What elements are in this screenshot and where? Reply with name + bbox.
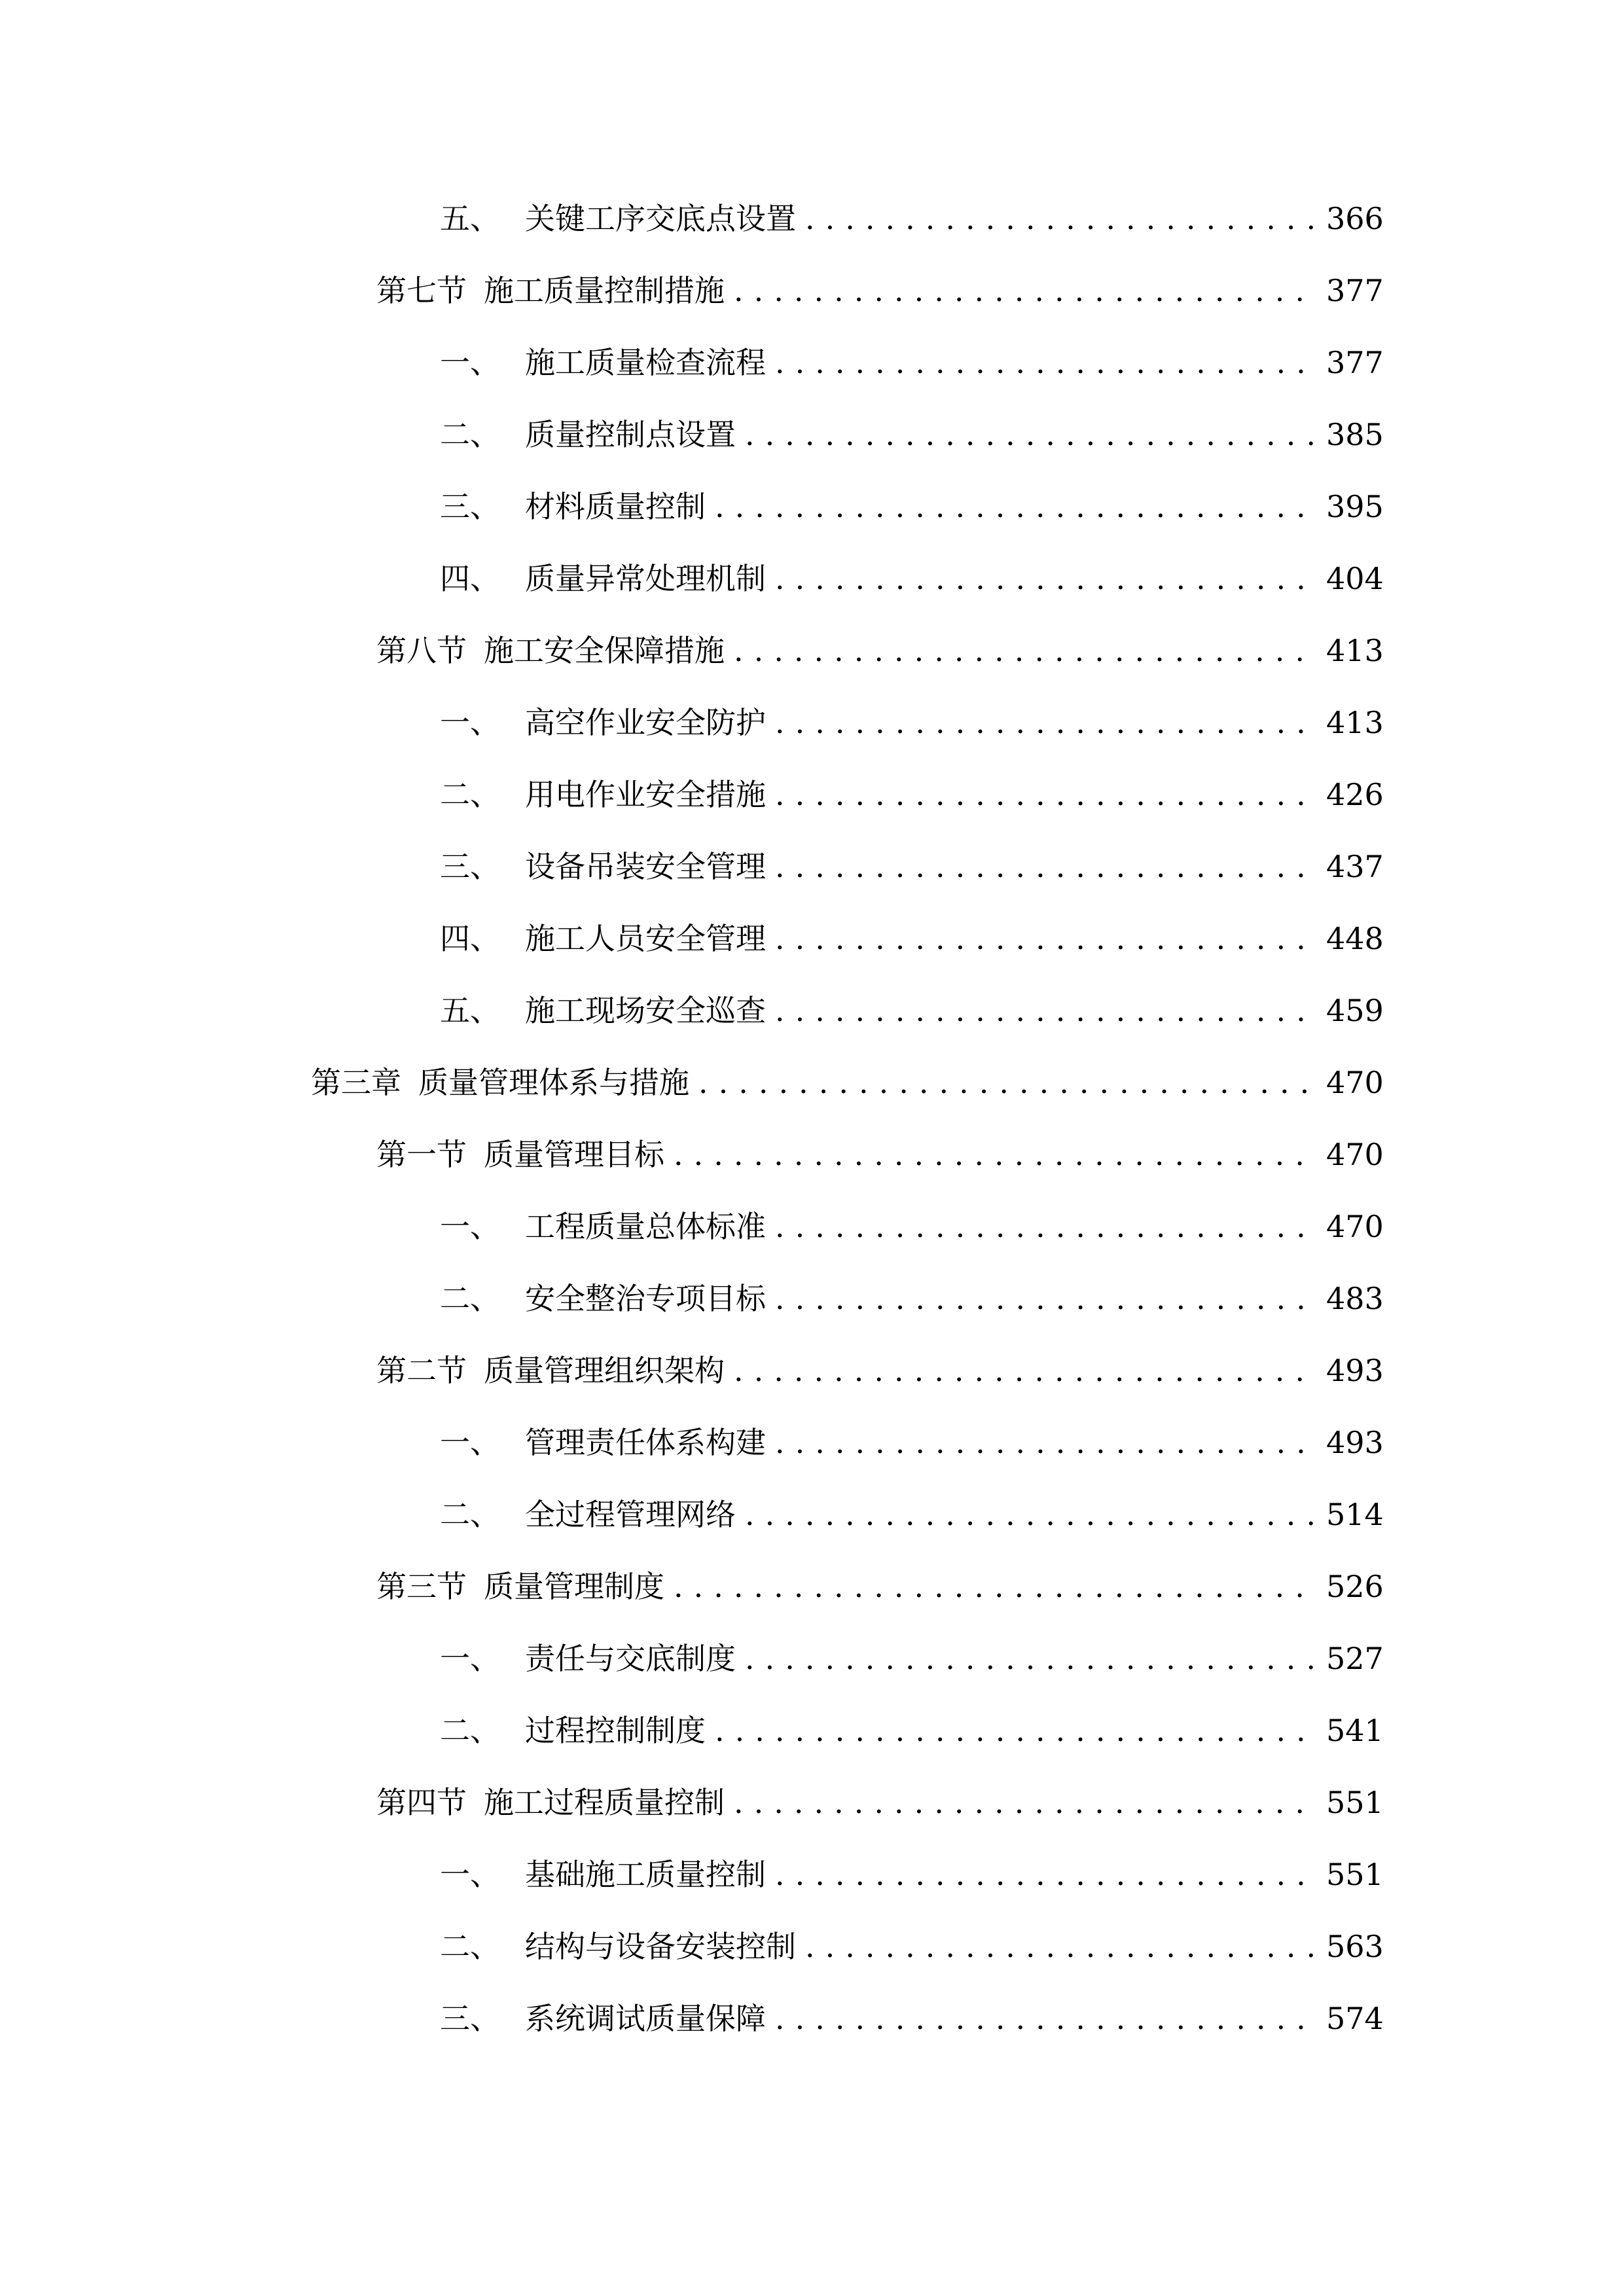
toc-entry[interactable] xyxy=(440,1198,1384,1255)
toc-entry[interactable] xyxy=(440,1486,1384,1543)
dot-leader xyxy=(775,334,1317,391)
dot-leader xyxy=(715,478,1317,535)
toc-entry-page: 470 xyxy=(1326,1137,1384,1172)
toc-entry-page: 574 xyxy=(1326,2001,1384,2036)
toc-entry-number: 一、 xyxy=(440,1209,500,1244)
toc-entry-page: 377 xyxy=(1326,345,1384,380)
dot-leader xyxy=(775,1846,1317,1903)
toc-entry[interactable] xyxy=(311,1054,1384,1111)
toc-entry-page: 470 xyxy=(1326,1065,1384,1100)
toc-entry-page: 413 xyxy=(1326,705,1384,740)
toc-entry-title: 施工人员安全管理 xyxy=(525,921,766,956)
toc-entry[interactable] xyxy=(440,1414,1384,1471)
toc-entry-title: 管理责任体系构建 xyxy=(525,1425,766,1460)
toc-entry-number: 三、 xyxy=(440,489,500,524)
dot-leader xyxy=(775,766,1317,823)
dot-leader xyxy=(734,262,1317,319)
toc-entry-number: 二、 xyxy=(440,1281,500,1316)
toc-entry-page: 448 xyxy=(1326,921,1384,956)
toc-entry-page: 493 xyxy=(1326,1425,1384,1460)
toc-entry[interactable] xyxy=(440,190,1384,247)
toc-entry-title: 施工过程质量控制 xyxy=(484,1785,725,1820)
dot-leader xyxy=(698,1054,1317,1111)
toc-entry-page: 493 xyxy=(1326,1353,1384,1388)
toc-entry-page: 483 xyxy=(1326,1281,1384,1316)
toc-entry-page: 459 xyxy=(1326,993,1384,1028)
toc-entry-title: 施工质量检查流程 xyxy=(525,345,766,380)
toc-entry-title: 施工安全保障措施 xyxy=(484,633,725,668)
toc-entry[interactable] xyxy=(376,622,1384,679)
toc-entry-number: 五、 xyxy=(440,993,500,1028)
toc-entry[interactable] xyxy=(440,1918,1384,1975)
toc-entry-title: 质量管理制度 xyxy=(484,1569,664,1604)
toc-entry-number: 一、 xyxy=(440,345,500,380)
toc-entry-number: 第三章 xyxy=(311,1065,401,1100)
toc-entry-title: 基础施工质量控制 xyxy=(525,1857,766,1892)
toc-entry-title: 责任与交底制度 xyxy=(525,1641,736,1676)
dot-leader xyxy=(775,1990,1317,2047)
toc-entry-number: 第四节 xyxy=(376,1785,467,1820)
toc-entry[interactable] xyxy=(440,1270,1384,1327)
toc-entry-page: 404 xyxy=(1326,561,1384,596)
toc-entry-number: 三、 xyxy=(440,849,500,884)
toc-entry-page: 413 xyxy=(1326,633,1384,668)
dot-leader xyxy=(775,1414,1317,1471)
toc-entry-number: 一、 xyxy=(440,1857,500,1892)
toc-entry-title: 质量管理组织架构 xyxy=(484,1353,725,1388)
dot-leader xyxy=(775,694,1317,751)
toc-entry-title: 结构与设备安装控制 xyxy=(525,1929,796,1964)
toc-entry-title: 质量管理体系与措施 xyxy=(418,1065,689,1100)
toc-entry[interactable] xyxy=(376,1126,1384,1183)
dot-leader xyxy=(715,1702,1317,1759)
toc-entry-title: 施工质量控制措施 xyxy=(484,273,725,308)
toc-entry-title: 工程质量总体标准 xyxy=(525,1209,766,1244)
toc-entry-title: 质量异常处理机制 xyxy=(525,561,766,596)
dot-leader xyxy=(745,406,1317,463)
toc-entry-number: 一、 xyxy=(440,1425,500,1460)
toc-entry-number: 五、 xyxy=(440,201,500,236)
toc-entry[interactable] xyxy=(376,1774,1384,1831)
toc-entry-number: 二、 xyxy=(440,1929,500,1964)
toc-entry-page: 470 xyxy=(1326,1209,1384,1244)
toc-entry-number: 四、 xyxy=(440,921,500,956)
toc-entry[interactable] xyxy=(440,766,1384,823)
toc-entry[interactable] xyxy=(440,406,1384,463)
toc-entry-page: 526 xyxy=(1326,1569,1384,1604)
toc-entry[interactable] xyxy=(440,334,1384,391)
toc-entry-page: 551 xyxy=(1326,1785,1384,1820)
toc-entry-number: 第七节 xyxy=(376,273,467,308)
toc-entry-page: 563 xyxy=(1326,1929,1384,1964)
toc-entry[interactable] xyxy=(440,838,1384,895)
toc-entry-number: 第三节 xyxy=(376,1569,467,1604)
toc-entry-number: 第八节 xyxy=(376,633,467,668)
toc-entry-title: 高空作业安全防护 xyxy=(525,705,766,740)
toc-entry-title: 设备吊装安全管理 xyxy=(525,849,766,884)
toc-entry-title: 过程控制制度 xyxy=(525,1713,706,1748)
toc-entry-title: 安全整治专项目标 xyxy=(525,1281,766,1316)
toc-entry-number: 第二节 xyxy=(376,1353,467,1388)
toc-entry-number: 第一节 xyxy=(376,1137,467,1172)
toc-entry-page: 385 xyxy=(1326,417,1384,452)
dot-leader xyxy=(734,1342,1317,1399)
dot-leader xyxy=(745,1630,1317,1687)
toc-entry-title: 质量控制点设置 xyxy=(525,417,736,452)
dot-leader xyxy=(775,1270,1317,1327)
toc-entry-page: 395 xyxy=(1326,489,1384,524)
toc-entry-page: 551 xyxy=(1326,1857,1384,1892)
toc-entry-number: 二、 xyxy=(440,1497,500,1532)
toc-entry-number: 二、 xyxy=(440,777,500,812)
dot-leader xyxy=(805,190,1317,247)
toc-entry-title: 施工现场安全巡查 xyxy=(525,993,766,1028)
dot-leader xyxy=(775,982,1317,1039)
toc-entry-number: 二、 xyxy=(440,1713,500,1748)
dot-leader xyxy=(775,1198,1317,1255)
toc-entry-page: 514 xyxy=(1326,1497,1384,1532)
dot-leader xyxy=(734,622,1317,679)
toc-entry[interactable] xyxy=(376,262,1384,319)
toc-entry-page: 541 xyxy=(1326,1713,1384,1748)
toc-entry[interactable] xyxy=(440,1846,1384,1903)
dot-leader xyxy=(775,550,1317,607)
toc-entry-number: 四、 xyxy=(440,561,500,596)
dot-leader xyxy=(674,1126,1317,1183)
toc-entry[interactable] xyxy=(376,1558,1384,1615)
toc-entry-page: 377 xyxy=(1326,273,1384,308)
toc-entry-page: 366 xyxy=(1326,201,1384,236)
toc-entry[interactable] xyxy=(440,1990,1384,2047)
toc-entry-page: 426 xyxy=(1326,777,1384,812)
toc-entry-title: 全过程管理网络 xyxy=(525,1497,736,1532)
dot-leader xyxy=(745,1486,1317,1543)
toc-entry[interactable] xyxy=(440,910,1384,967)
toc-entry-number: 三、 xyxy=(440,2001,500,2036)
toc-entry-title: 材料质量控制 xyxy=(525,489,706,524)
dot-leader xyxy=(775,838,1317,895)
toc-entry[interactable] xyxy=(440,1630,1384,1687)
toc-entry-title: 系统调试质量保障 xyxy=(525,2001,766,2036)
dot-leader xyxy=(775,910,1317,967)
dot-leader xyxy=(805,1918,1317,1975)
toc-entry[interactable] xyxy=(440,550,1384,607)
toc-entry[interactable] xyxy=(440,478,1384,535)
toc-entry-page: 527 xyxy=(1326,1641,1384,1676)
toc-entry-title: 质量管理目标 xyxy=(484,1137,664,1172)
toc-entry[interactable] xyxy=(440,982,1384,1039)
dot-leader xyxy=(734,1774,1317,1831)
toc-entry-number: 二、 xyxy=(440,417,500,452)
toc-entry-title: 用电作业安全措施 xyxy=(525,777,766,812)
toc-entry-number: 一、 xyxy=(440,705,500,740)
toc-entry[interactable] xyxy=(376,1342,1384,1399)
toc-entry[interactable] xyxy=(440,1702,1384,1759)
toc-entry-page: 437 xyxy=(1326,849,1384,884)
toc-entry-title: 关键工序交底点设置 xyxy=(525,201,796,236)
toc-entry[interactable] xyxy=(440,694,1384,751)
dot-leader xyxy=(674,1558,1317,1615)
toc-entry-number: 一、 xyxy=(440,1641,500,1676)
